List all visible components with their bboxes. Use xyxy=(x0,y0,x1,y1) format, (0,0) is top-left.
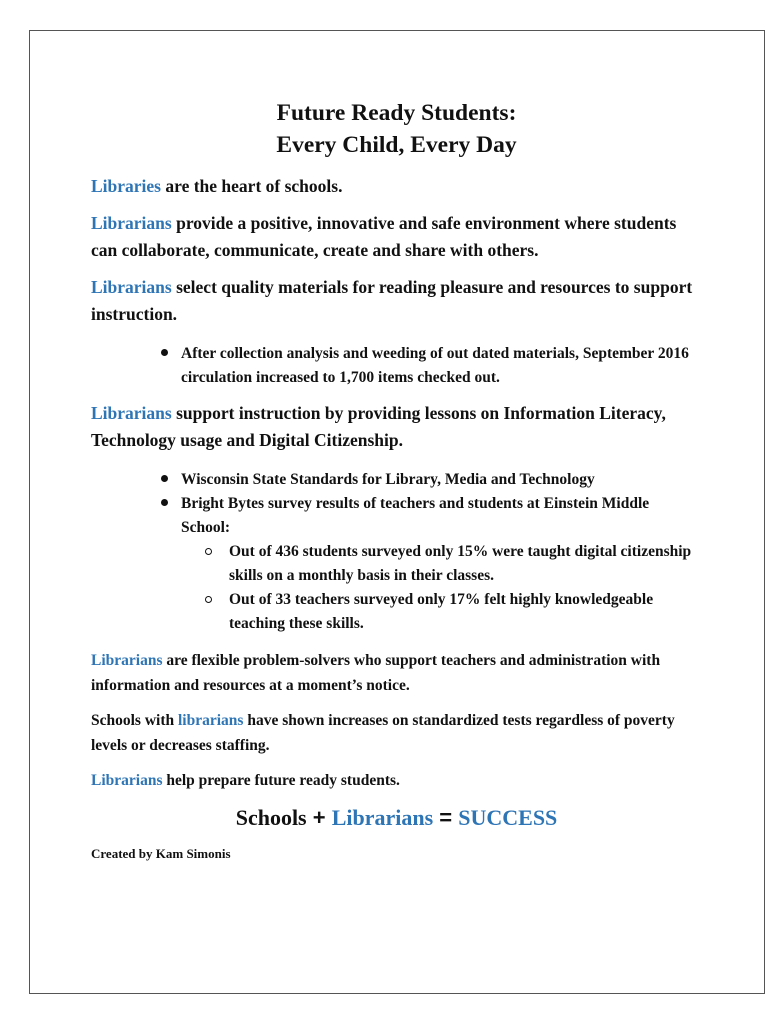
materials-bullet-list xyxy=(91,342,702,390)
author-credit: Created by Kam Simonis xyxy=(91,846,231,861)
paragraph-problem-solvers xyxy=(91,648,702,698)
paragraph-future-ready xyxy=(91,768,702,793)
title-line-2: Every Child, Every Day xyxy=(276,132,517,158)
sub-list-item: Out of 436 students surveyed only 15% were taught digital citizenship skills on a monthly basis in their classes. xyxy=(91,540,702,588)
paragraph-text: have shown increases on standardized tests regardless of poverty levels or decreases staffing. xyxy=(91,712,675,754)
paragraph-text: help prepare future ready students. xyxy=(162,772,400,789)
success-equation xyxy=(91,803,702,833)
paragraph-environment xyxy=(91,210,702,264)
highlight-term: librarians xyxy=(178,712,244,729)
paragraph-instruction xyxy=(91,400,702,454)
paragraph-text: select quality materials for reading pleasure and resources to support instruction. xyxy=(91,277,693,324)
paragraph-libraries-heart xyxy=(91,173,702,200)
equation-equals: = xyxy=(433,805,459,830)
paragraph-text: support instruction by providing lessons on Information Literacy, Technology usage and Digital Citizenship. xyxy=(91,403,666,450)
list-item: After collection analysis and weeding of out dated materials, September 2016 circulation increased to 1,700 items checked out. xyxy=(91,342,702,390)
list-item: Wisconsin State Standards for Library, Media and Technology xyxy=(91,468,702,492)
sub-list-item: Out of 33 teachers surveyed only 17% felt highly knowledgeable teaching these skills. xyxy=(91,588,702,636)
highlight-term: Librarians xyxy=(91,277,172,297)
highlight-term: Libraries xyxy=(91,176,161,196)
title-line-1: Future Ready Students: xyxy=(276,100,517,126)
document-page xyxy=(29,30,765,994)
paragraph-text: provide a positive, innovative and safe environment where students can collaborate, communicate, create and share with others. xyxy=(91,213,677,260)
instruction-bullet-list xyxy=(91,468,702,540)
survey-sub-bullet-list xyxy=(91,540,702,636)
equation-success: SUCCESS xyxy=(458,805,558,830)
highlight-term: Librarians xyxy=(91,403,172,423)
paragraph-text: Schools with xyxy=(91,712,178,729)
paragraph-materials xyxy=(91,274,702,328)
paragraph-standardized-tests xyxy=(91,708,702,758)
paragraph-text: are the heart of schools. xyxy=(161,176,343,196)
equation-librarians: Librarians xyxy=(331,805,434,830)
document-content xyxy=(91,97,702,863)
highlight-term: Librarians xyxy=(91,772,163,789)
highlight-term: Librarians xyxy=(91,652,163,669)
equation-schools: Schools xyxy=(235,805,307,830)
paragraph-text: are flexible problem-solvers who support teachers and administration with information and resources at a moment’s notice. xyxy=(91,652,661,694)
equation-plus: + xyxy=(306,805,332,830)
list-item: Bright Bytes survey results of teachers and students at Einstein Middle School: xyxy=(91,492,702,540)
highlight-term: Librarians xyxy=(91,213,172,233)
document-title xyxy=(91,97,702,161)
